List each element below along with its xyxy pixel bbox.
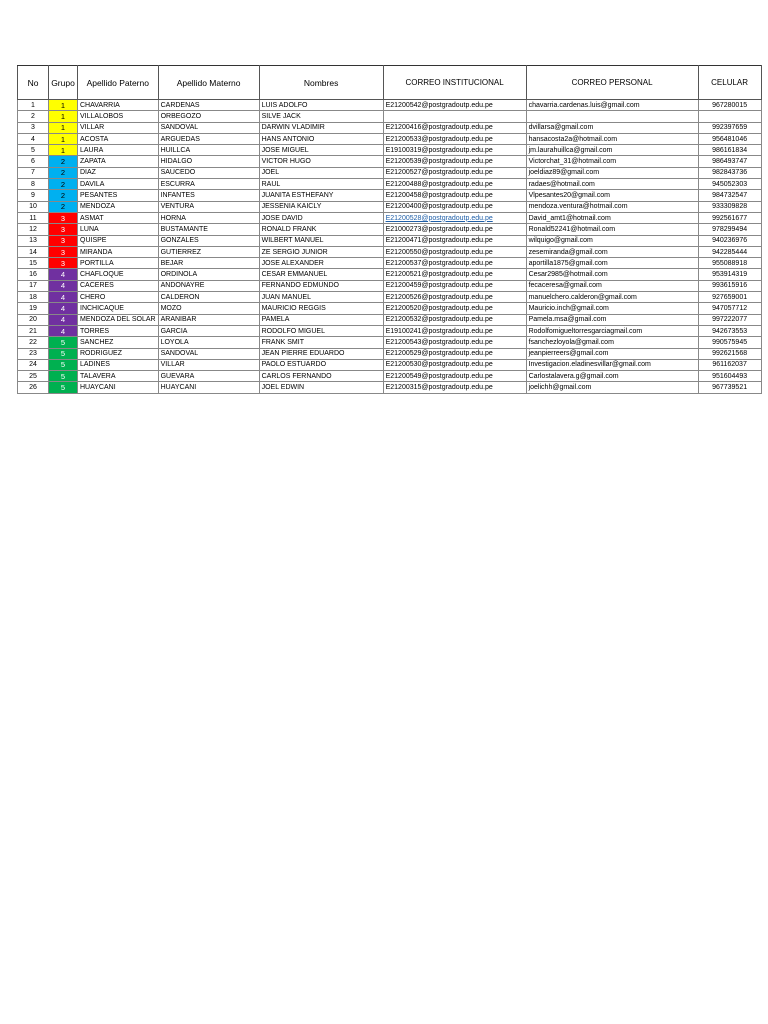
table-row: [18, 246, 762, 257]
cell-no: 2: [18, 111, 49, 122]
table-row: [18, 382, 762, 393]
cell-no: 9: [18, 190, 49, 201]
cell-apellido-paterno: CACERES: [78, 280, 159, 291]
cell-correo-personal: Mauricio.inch@gmail.com: [526, 303, 698, 314]
cell-no: 12: [18, 224, 49, 235]
header-apellido-materno: Apellido Materno: [158, 66, 259, 100]
cell-correo-personal: chavarria.cardenas.luis@gmail.com: [526, 100, 698, 111]
cell-no: 25: [18, 371, 49, 382]
cell-correo-institucional: E21200520@postgradoutp.edu.pe: [383, 303, 526, 314]
cell-celular: 993615916: [698, 280, 761, 291]
cell-nombres: DARWIN VLADIMIR: [259, 122, 383, 133]
cell-nombres: PAOLO ESTUARDO: [259, 359, 383, 370]
cell-correo-institucional: E21200527@postgradoutp.edu.pe: [383, 167, 526, 178]
cell-apellido-paterno: SANCHEZ: [78, 337, 159, 348]
cell-apellido-materno: VILLAR: [158, 359, 259, 370]
cell-nombres: JUANITA ESTHEFANY: [259, 190, 383, 201]
cell-correo-personal: David_amt1@hotmail.com: [526, 212, 698, 223]
cell-grupo: 1: [49, 122, 78, 133]
cell-grupo: 3: [49, 258, 78, 269]
header-apellido-paterno: Apellido Paterno: [78, 66, 159, 100]
cell-apellido-paterno: PESANTES: [78, 190, 159, 201]
cell-celular: 992397659: [698, 122, 761, 133]
table-row: [18, 337, 762, 348]
cell-apellido-paterno: LUNA: [78, 224, 159, 235]
table-row: [18, 145, 762, 156]
cell-apellido-paterno: ACOSTA: [78, 133, 159, 144]
header-celular: CELULAR: [698, 66, 761, 100]
cell-celular: 942285444: [698, 246, 761, 257]
header-row: [18, 66, 762, 100]
cell-celular: 986161834: [698, 145, 761, 156]
cell-celular: 951604493: [698, 371, 761, 382]
cell-no: 15: [18, 258, 49, 269]
cell-apellido-materno: ORDINOLA: [158, 269, 259, 280]
header-no: No: [18, 66, 49, 100]
cell-grupo: 5: [49, 348, 78, 359]
cell-celular: 942673553: [698, 325, 761, 336]
cell-correo-institucional: E21200416@postgradoutp.edu.pe: [383, 122, 526, 133]
table-row: [18, 111, 762, 122]
cell-nombres: CESAR EMMANUEL: [259, 269, 383, 280]
table-row: [18, 258, 762, 269]
cell-correo-personal: Investigacion.eladinesvillar@gmail.com: [526, 359, 698, 370]
cell-apellido-materno: HORNA: [158, 212, 259, 223]
cell-nombres: FERNANDO EDMUNDO: [259, 280, 383, 291]
cell-apellido-paterno: MIRANDA: [78, 246, 159, 257]
cell-grupo: 2: [49, 167, 78, 178]
table-row: [18, 303, 762, 314]
cell-celular: 986493747: [698, 156, 761, 167]
cell-nombres: SILVE JACK: [259, 111, 383, 122]
table-row: [18, 314, 762, 325]
table-row: [18, 280, 762, 291]
cell-no: 10: [18, 201, 49, 212]
cell-no: 22: [18, 337, 49, 348]
cell-correo-personal: joelichh@gmail.com: [526, 382, 698, 393]
cell-apellido-materno: SANDOVAL: [158, 348, 259, 359]
cell-no: 3: [18, 122, 49, 133]
cell-correo-personal: manuelchero.calderon@gmail.com: [526, 292, 698, 303]
cell-correo-institucional: E21200533@postgradoutp.edu.pe: [383, 133, 526, 144]
cell-no: 1: [18, 100, 49, 111]
cell-nombres: JOSE DAVID: [259, 212, 383, 223]
cell-celular: 927659001: [698, 292, 761, 303]
cell-apellido-materno: BUSTAMANTE: [158, 224, 259, 235]
cell-nombres: JEAN PIERRE EDUARDO: [259, 348, 383, 359]
cell-correo-personal: Carlostalavera.g@gmail.com: [526, 371, 698, 382]
table-row: [18, 201, 762, 212]
cell-correo-institucional: E21200529@postgradoutp.edu.pe: [383, 348, 526, 359]
table-row: [18, 371, 762, 382]
cell-nombres: LUIS ADOLFO: [259, 100, 383, 111]
cell-no: 4: [18, 133, 49, 144]
cell-grupo: 1: [49, 111, 78, 122]
cell-correo-personal: jm.laurahuillca@gmail.com: [526, 145, 698, 156]
table-row: [18, 359, 762, 370]
cell-correo-personal: mendoza.ventura@hotmail.com: [526, 201, 698, 212]
header-nombres: Nombres: [259, 66, 383, 100]
cell-correo-institucional: E21200549@postgradoutp.edu.pe: [383, 371, 526, 382]
cell-apellido-paterno: TALAVERA: [78, 371, 159, 382]
cell-correo-institucional: E21200459@postgradoutp.edu.pe: [383, 280, 526, 291]
cell-nombres: FRANK SMIT: [259, 337, 383, 348]
cell-no: 7: [18, 167, 49, 178]
cell-celular: 967280015: [698, 100, 761, 111]
table-row: [18, 156, 762, 167]
cell-celular: 978299494: [698, 224, 761, 235]
cell-apellido-paterno: INCHICAQUE: [78, 303, 159, 314]
header-correo-personal: CORREO PERSONAL: [526, 66, 698, 100]
cell-apellido-paterno: LAURA: [78, 145, 159, 156]
cell-nombres: JOEL EDWIN: [259, 382, 383, 393]
table-row: [18, 292, 762, 303]
cell-no: 17: [18, 280, 49, 291]
table-body: [18, 100, 762, 394]
cell-nombres: VICTOR HUGO: [259, 156, 383, 167]
cell-grupo: 4: [49, 292, 78, 303]
cell-grupo: 1: [49, 133, 78, 144]
cell-correo-institucional: E21200542@postgradoutp.edu.pe: [383, 100, 526, 111]
cell-celular: 984732547: [698, 190, 761, 201]
cell-correo-personal: zesemiranda@gmail.com: [526, 246, 698, 257]
cell-celular: 940236976: [698, 235, 761, 246]
cell-apellido-paterno: RODRIGUEZ: [78, 348, 159, 359]
cell-no: 14: [18, 246, 49, 257]
cell-apellido-materno: HIDALGO: [158, 156, 259, 167]
cell-nombres: JESSENIA KAICLY: [259, 201, 383, 212]
cell-nombres: RODOLFO MIGUEL: [259, 325, 383, 336]
cell-celular: 967739521: [698, 382, 761, 393]
table-row: [18, 235, 762, 246]
student-list-table: [17, 65, 762, 394]
cell-apellido-materno: GONZALES: [158, 235, 259, 246]
cell-apellido-materno: SANDOVAL: [158, 122, 259, 133]
cell-grupo: 2: [49, 190, 78, 201]
cell-nombres: JOSE MIGUEL: [259, 145, 383, 156]
table-row: [18, 212, 762, 223]
cell-apellido-paterno: MENDOZA DEL SOLAR: [78, 314, 159, 325]
cell-no: 20: [18, 314, 49, 325]
table-row: [18, 179, 762, 190]
cell-correo-personal: jeanpierreers@gmail.com: [526, 348, 698, 359]
cell-nombres: MAURICIO REGGIS: [259, 303, 383, 314]
cell-celular: 992561677: [698, 212, 761, 223]
cell-grupo: 1: [49, 100, 78, 111]
cell-no: 8: [18, 179, 49, 190]
cell-apellido-paterno: LADINES: [78, 359, 159, 370]
cell-correo-personal: Cesar2985@hotmail.com: [526, 269, 698, 280]
cell-apellido-paterno: HUAYCANI: [78, 382, 159, 393]
cell-apellido-materno: BEJAR: [158, 258, 259, 269]
cell-apellido-materno: GUTIERREZ: [158, 246, 259, 257]
cell-grupo: 5: [49, 359, 78, 370]
cell-apellido-paterno: DIAZ: [78, 167, 159, 178]
cell-correo-institucional: E21200550@postgradoutp.edu.pe: [383, 246, 526, 257]
cell-apellido-paterno: TORRES: [78, 325, 159, 336]
cell-celular: 953914319: [698, 269, 761, 280]
cell-correo-personal: Rodolfomigueltorresgarciagmail.com: [526, 325, 698, 336]
cell-apellido-materno: MOZO: [158, 303, 259, 314]
cell-apellido-paterno: VILLAR: [78, 122, 159, 133]
cell-apellido-paterno: PORTILLA: [78, 258, 159, 269]
cell-correo-institucional: E21200530@postgradoutp.edu.pe: [383, 359, 526, 370]
cell-nombres: ZE SERGIO JUNIOR: [259, 246, 383, 257]
cell-grupo: 3: [49, 212, 78, 223]
cell-nombres: RONALD FRANK: [259, 224, 383, 235]
cell-no: 18: [18, 292, 49, 303]
cell-correo-personal: fsanchezloyola@gmail.com: [526, 337, 698, 348]
cell-grupo: 3: [49, 224, 78, 235]
header-correo-institucional: CORREO INSTITUCIONAL: [383, 66, 526, 100]
table-row: [18, 348, 762, 359]
cell-nombres: RAUL: [259, 179, 383, 190]
cell-grupo: 5: [49, 337, 78, 348]
cell-grupo: 3: [49, 246, 78, 257]
cell-no: 21: [18, 325, 49, 336]
table-row: [18, 269, 762, 280]
cell-apellido-materno: GARCIA: [158, 325, 259, 336]
cell-celular: 982843736: [698, 167, 761, 178]
cell-celular: 945052303: [698, 179, 761, 190]
cell-apellido-materno: INFANTES: [158, 190, 259, 201]
cell-grupo: 4: [49, 280, 78, 291]
cell-correo-institucional: E21200537@postgradoutp.edu.pe: [383, 258, 526, 269]
cell-nombres: JOSE ALEXANDER: [259, 258, 383, 269]
cell-grupo: 2: [49, 179, 78, 190]
cell-grupo: 3: [49, 235, 78, 246]
cell-correo-institucional: E21200400@postgradoutp.edu.pe: [383, 201, 526, 212]
cell-no: 23: [18, 348, 49, 359]
cell-correo-personal: [526, 111, 698, 122]
cell-apellido-paterno: DAVILA: [78, 179, 159, 190]
cell-grupo: 4: [49, 314, 78, 325]
cell-correo-institucional: E21200526@postgradoutp.edu.pe: [383, 292, 526, 303]
table-row: [18, 133, 762, 144]
cell-celular: 933309828: [698, 201, 761, 212]
cell-correo-institucional: E21200458@postgradoutp.edu.pe: [383, 190, 526, 201]
cell-correo-personal: Pamela.msa@gmail.com: [526, 314, 698, 325]
cell-correo-institucional: E21200471@postgradoutp.edu.pe: [383, 235, 526, 246]
cell-correo-institucional: E21200488@postgradoutp.edu.pe: [383, 179, 526, 190]
cell-celular: 955088918: [698, 258, 761, 269]
cell-no: 6: [18, 156, 49, 167]
cell-grupo: 4: [49, 325, 78, 336]
cell-grupo: 2: [49, 201, 78, 212]
cell-nombres: WILBERT MANUEL: [259, 235, 383, 246]
table-row: [18, 122, 762, 133]
cell-correo-personal: hansacosta2a@hotmail.com: [526, 133, 698, 144]
cell-apellido-materno: ARANIBAR: [158, 314, 259, 325]
cell-celular: 992621568: [698, 348, 761, 359]
cell-no: 11: [18, 212, 49, 223]
cell-apellido-paterno: QUISPE: [78, 235, 159, 246]
cell-apellido-materno: VENTURA: [158, 201, 259, 212]
cell-apellido-materno: ARGUEDAS: [158, 133, 259, 144]
cell-correo-institucional: E21200315@postgradoutp.edu.pe: [383, 382, 526, 393]
cell-nombres: HANS ANTONIO: [259, 133, 383, 144]
cell-apellido-paterno: ZAPATA: [78, 156, 159, 167]
cell-correo-personal: aportilla1875@gmail.com: [526, 258, 698, 269]
cell-apellido-materno: SAUCEDO: [158, 167, 259, 178]
cell-correo-institucional: E21200539@postgradoutp.edu.pe: [383, 156, 526, 167]
cell-no: 24: [18, 359, 49, 370]
cell-apellido-paterno: VILLALOBOS: [78, 111, 159, 122]
cell-correo-institucional: E19100319@postgradoutp.edu.pe: [383, 145, 526, 156]
cell-correo-institucional: E21200521@postgradoutp.edu.pe: [383, 269, 526, 280]
cell-grupo: 1: [49, 145, 78, 156]
cell-celular: 947057712: [698, 303, 761, 314]
cell-nombres: PAMELA: [259, 314, 383, 325]
cell-correo-personal: radaes@hotmail.com: [526, 179, 698, 190]
cell-correo-personal: wilquigo@gmail.com: [526, 235, 698, 246]
cell-apellido-materno: ANDONAYRE: [158, 280, 259, 291]
cell-apellido-materno: HUILLCA: [158, 145, 259, 156]
cell-correo-institucional[interactable]: E21200528@postgradoutp.edu.pe: [383, 212, 526, 223]
cell-correo-personal: joeldiaz89@gmail.com: [526, 167, 698, 178]
cell-apellido-paterno: ASMAT: [78, 212, 159, 223]
cell-no: 16: [18, 269, 49, 280]
cell-correo-institucional: [383, 111, 526, 122]
cell-grupo: 2: [49, 156, 78, 167]
cell-correo-institucional: E21000273@postgradoutp.edu.pe: [383, 224, 526, 235]
table-row: [18, 325, 762, 336]
cell-nombres: JUAN MANUEL: [259, 292, 383, 303]
cell-celular: 990575945: [698, 337, 761, 348]
cell-apellido-materno: GUEVARA: [158, 371, 259, 382]
table-row: [18, 167, 762, 178]
cell-celular: 961162037: [698, 359, 761, 370]
cell-correo-personal: Ronald52241@hotmail.com: [526, 224, 698, 235]
cell-nombres: JOEL: [259, 167, 383, 178]
table-row: [18, 100, 762, 111]
table-row: [18, 224, 762, 235]
cell-apellido-materno: ORBEGOZO: [158, 111, 259, 122]
cell-correo-institucional: E21200532@postgradoutp.edu.pe: [383, 314, 526, 325]
cell-apellido-materno: CALDERON: [158, 292, 259, 303]
cell-correo-personal: Vlpesantes20@gmail.com: [526, 190, 698, 201]
cell-apellido-paterno: CHAFLOQUE: [78, 269, 159, 280]
cell-nombres: CARLOS FERNANDO: [259, 371, 383, 382]
cell-no: 13: [18, 235, 49, 246]
cell-celular: 956481046: [698, 133, 761, 144]
cell-correo-personal: dvillarsa@gmail.com: [526, 122, 698, 133]
cell-correo-institucional: E19100241@postgradoutp.edu.pe: [383, 325, 526, 336]
cell-correo-institucional: E21200543@postgradoutp.edu.pe: [383, 337, 526, 348]
cell-apellido-materno: CARDENAS: [158, 100, 259, 111]
cell-apellido-materno: HUAYCANI: [158, 382, 259, 393]
table-row: [18, 190, 762, 201]
cell-no: 19: [18, 303, 49, 314]
cell-grupo: 5: [49, 371, 78, 382]
cell-correo-personal: Victorchat_31@hotmail.com: [526, 156, 698, 167]
cell-no: 5: [18, 145, 49, 156]
cell-apellido-materno: LOYOLA: [158, 337, 259, 348]
header-grupo: Grupo: [49, 66, 78, 100]
cell-no: 26: [18, 382, 49, 393]
cell-correo-personal: fecaceresa@gmail.com: [526, 280, 698, 291]
cell-apellido-paterno: CHAVARRIA: [78, 100, 159, 111]
cell-celular: 997222077: [698, 314, 761, 325]
cell-apellido-paterno: MENDOZA: [78, 201, 159, 212]
cell-celular: [698, 111, 761, 122]
cell-apellido-materno: ESCURRA: [158, 179, 259, 190]
cell-apellido-paterno: CHERO: [78, 292, 159, 303]
cell-grupo: 5: [49, 382, 78, 393]
cell-grupo: 4: [49, 269, 78, 280]
cell-grupo: 4: [49, 303, 78, 314]
